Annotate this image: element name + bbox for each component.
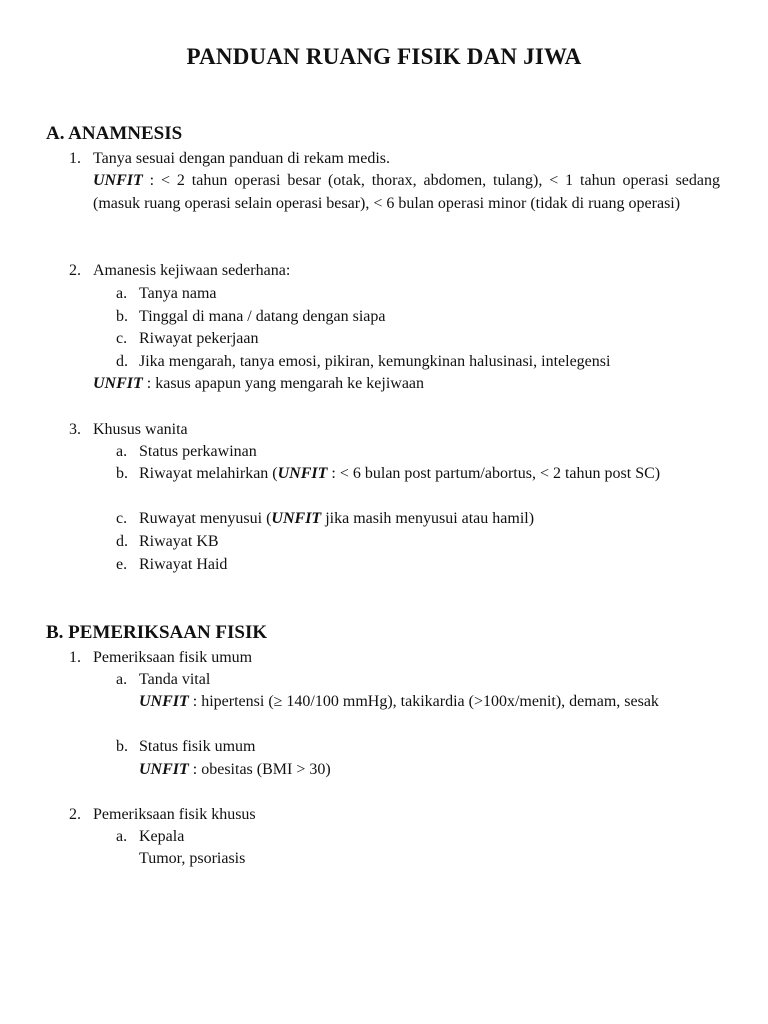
item-b1-number: 1. — [69, 649, 81, 666]
subitem-text: Tanya nama — [139, 285, 217, 302]
subitem-text: Status perkawinan — [139, 443, 257, 460]
item-b2-number: 2. — [69, 806, 81, 823]
unfit-label: UNFIT — [139, 693, 189, 710]
item-a1-unfit — [93, 170, 720, 215]
item-a2-text: Amanesis kejiwaan sederhana: — [93, 262, 291, 279]
subitem-unfit-tanda-vital — [139, 691, 720, 714]
text-fragment: Riwayat melahirkan ( — [139, 465, 278, 482]
subitem-letter: b. — [116, 308, 128, 325]
subitem-text-riwayat-melahirkan — [139, 463, 720, 486]
item-a2-unfit — [93, 373, 424, 395]
subitem-detail: Tumor, psoriasis — [139, 850, 246, 867]
subitem-letter: b. — [116, 738, 128, 755]
item-a1-number: 1. — [69, 150, 81, 167]
section-b-heading: B. PEMERIKSAAN FISIK — [46, 622, 268, 643]
subitem-text: Kepala — [139, 828, 185, 845]
text-fragment: Ruwayat menyusui ( — [139, 510, 272, 527]
subitem-letter: a. — [116, 828, 128, 845]
subitem-letter: a. — [116, 671, 128, 688]
page-title: PANDUAN RUANG FISIK DAN JIWA — [186, 44, 582, 69]
subitem-unfit-status-fisik — [139, 759, 331, 781]
unfit-label: UNFIT — [93, 375, 143, 392]
item-a1-text: Tanya sesuai dengan panduan di rekam medis. — [93, 150, 391, 167]
text-fragment: jika masih menyusui atau hamil) — [321, 510, 535, 527]
subitem-text: Tinggal di mana / datang dengan siapa — [139, 308, 386, 325]
unfit-label: UNFIT — [277, 465, 328, 482]
subitem-text: Tanda vital — [139, 671, 211, 688]
subitem-letter: a. — [116, 285, 128, 302]
item-a3-text: Khusus wanita — [93, 421, 188, 438]
text-fragment: : < 6 bulan post partum/abortus, < 2 tahun post SC) — [327, 465, 661, 482]
subitem-text: Status fisik umum — [139, 738, 256, 755]
subitem-text: Riwayat Haid — [139, 556, 228, 573]
unfit-label: UNFIT — [271, 510, 322, 527]
subitem-text: Riwayat KB — [139, 533, 219, 550]
item-b2-text: Pemeriksaan fisik khusus — [93, 806, 256, 823]
unfit-label: UNFIT — [93, 172, 143, 189]
subitem-letter: c. — [116, 510, 128, 527]
unfit-text: : hipertensi (≥ 140/100 mmHg), takikardia (>100x/menit), demam, sesak — [188, 693, 659, 710]
item-a3-number: 3. — [69, 421, 81, 438]
unfit-label: UNFIT — [139, 761, 189, 778]
unfit-text: : kasus apapun yang mengarah ke kejiwaan — [142, 375, 425, 392]
item-a2-number: 2. — [69, 262, 81, 279]
subitem-letter: d. — [116, 353, 128, 370]
subitem-text-riwayat-menyusui — [139, 508, 534, 530]
subitem-letter: e. — [116, 556, 128, 573]
subitem-text: Jika mengarah, tanya emosi, pikiran, kemungkinan halusinasi, intelegensi — [139, 353, 611, 370]
subitem-text: Riwayat pekerjaan — [139, 330, 259, 347]
subitem-letter: d. — [116, 533, 128, 550]
item-b1-text: Pemeriksaan fisik umum — [93, 649, 253, 666]
unfit-text: : < 2 tahun operasi besar (otak, thorax, abdomen, tulang), < 1 tahun operasi sedang (masuk ruang operasi selain operasi besar), < 6 bulan operasi minor (tidak di ruang operasi) — [93, 172, 720, 212]
section-a-heading: A. ANAMNESIS — [46, 123, 183, 144]
subitem-letter: c. — [116, 330, 128, 347]
unfit-text: : obesitas (BMI > 30) — [188, 761, 331, 778]
subitem-letter: b. — [116, 465, 128, 482]
subitem-letter: a. — [116, 443, 128, 460]
